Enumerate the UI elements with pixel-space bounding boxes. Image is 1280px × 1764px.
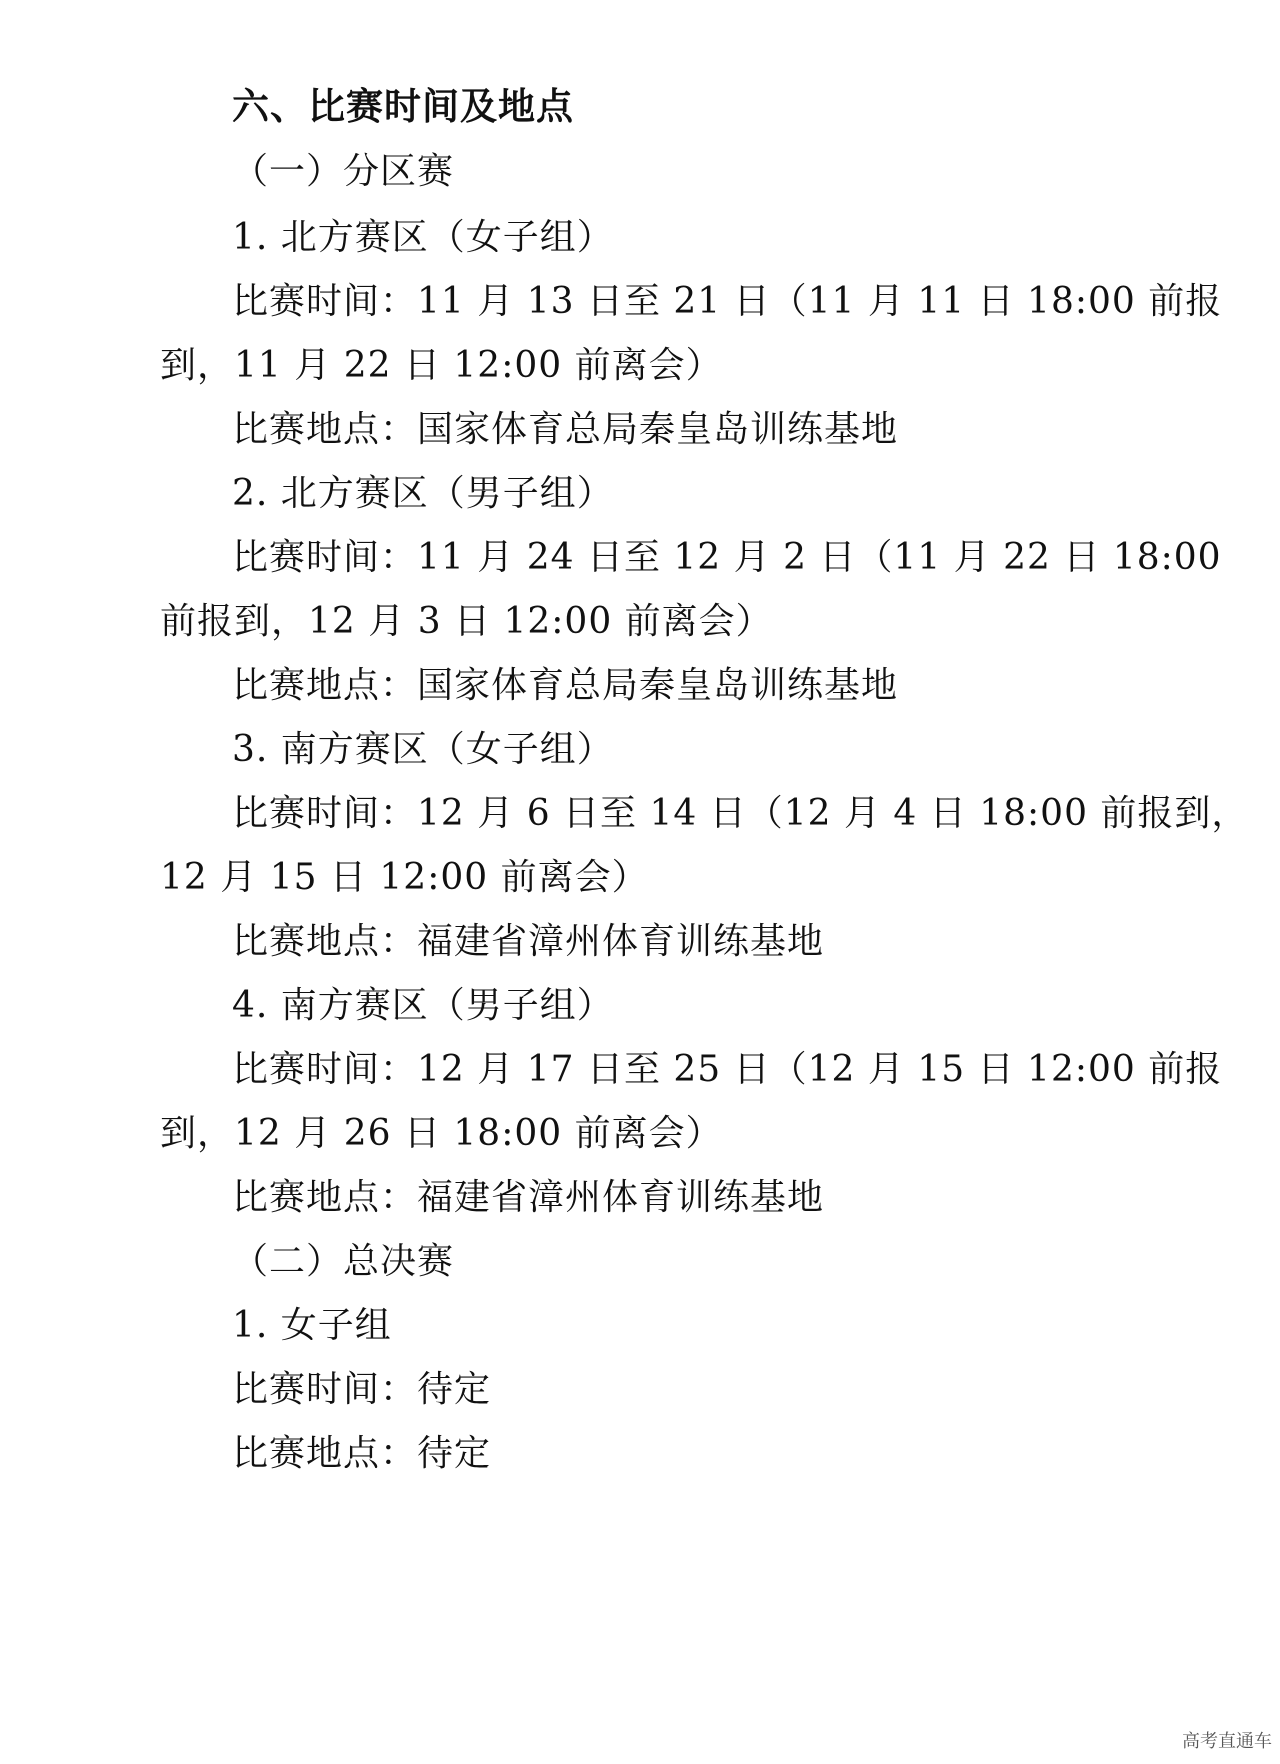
section-heading: 六、比赛时间及地点 [232,85,574,128]
item4-time-line2: 到，12 月 26 日 18:00 前离会） [160,1113,723,1154]
item2-heading: 2. 北方赛区（男子组） [232,473,614,514]
part2-title: （二）总决赛 [232,1241,455,1282]
item2-venue: 比赛地点：国家体育总局秦皇岛训练基地 [232,665,899,706]
item3-time-line2: 12 月 15 日 12:00 前离会） [160,857,649,898]
item3-venue: 比赛地点：福建省漳州体育训练基地 [232,921,825,962]
item4-time-line1: 比赛时间：12 月 17 日至 25 日（12 月 15 日 12:00 前报 [232,1049,1223,1090]
item1-time-line1: 比赛时间：11 月 13 日至 21 日（11 月 11 日 18:00 前报 [232,281,1223,322]
final-item1-heading: 1. 女子组 [232,1305,392,1346]
item3-heading: 3. 南方赛区（女子组） [232,729,614,770]
final-item1-venue: 比赛地点：待定 [232,1433,492,1474]
item2-time-line2: 前报到，12 月 3 日 12:00 前离会） [160,601,773,642]
part1-title: （一）分区赛 [232,151,455,192]
item3-time-line1: 比赛时间：12 月 6 日至 14 日（12 月 4 日 18:00 前报到， [232,793,1249,834]
item1-time-line2: 到，11 月 22 日 12:00 前离会） [160,345,723,386]
item4-heading: 4. 南方赛区（男子组） [232,985,614,1026]
item1-heading: 1. 北方赛区（女子组） [232,217,614,258]
item4-venue: 比赛地点：福建省漳州体育训练基地 [232,1177,825,1218]
final-item1-time: 比赛时间：待定 [232,1369,492,1410]
item1-venue: 比赛地点：国家体育总局秦皇岛训练基地 [232,409,899,450]
watermark: 高考直通车 [1182,1731,1272,1752]
item2-time-line1: 比赛时间：11 月 24 日至 12 月 2 日（11 月 22 日 18:00 [232,537,1222,578]
